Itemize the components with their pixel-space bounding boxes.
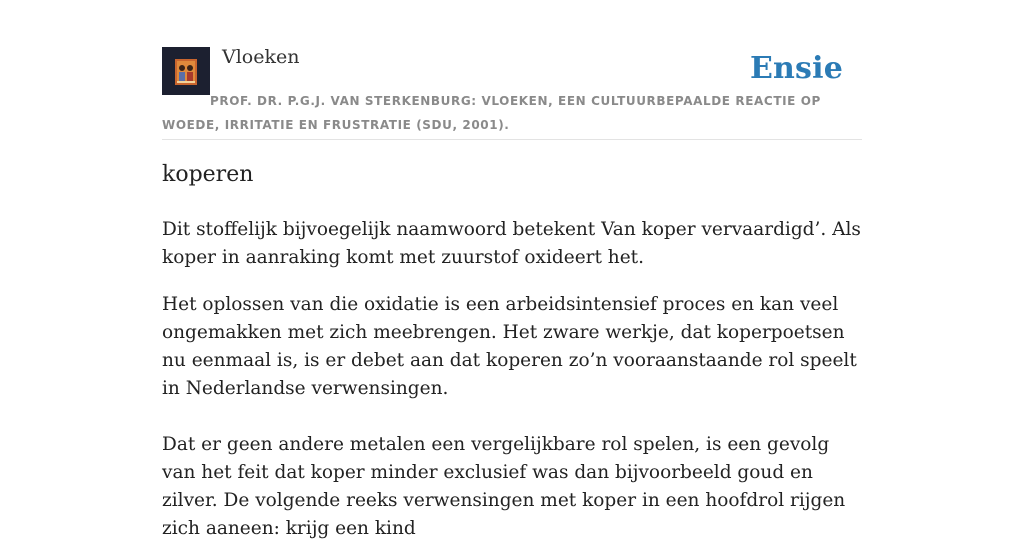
source-subtitle: PROF. DR. P.G.J. VAN STERKENBURG: VLOEKEN, EEN CULTUURBEPAALDE REACTIE OP WOEDE, IRRITATIE EN FRUSTRATIE (SDU, 2001).	[162, 94, 821, 132]
page	[162, 0, 862, 539]
article-paragraph: Dit stoffelijk bijvoegelijk naamwoord betekent Van koper vervaardigd’. Als koper in aanraking komt met zuurstof oxideert het.	[162, 219, 861, 268]
blog-title[interactable]: Vloeken	[222, 46, 300, 68]
article-title: koperen	[162, 162, 254, 187]
book-cover-avatar-icon[interactable]	[162, 47, 210, 95]
avatar-image	[162, 47, 210, 95]
brand-logo[interactable]: Ensie	[749, 51, 843, 86]
article-paragraph: Het oplossen van die oxidatie is een arbeidsintensief proces en kan veel ongemakken met zich meebrengen. Het zware werkje, dat koperpoetsen nu eenmaal is, is er debet aan dat koperen zo’n vooraanstaande rol speelt in Nederlandse verwensingen.	[162, 294, 857, 399]
header	[162, 0, 862, 140]
article-paragraph: Dat er geen andere metalen een vergelijkbare rol spelen, is een gevolg van het feit dat koper minder exclusief was dan bijvoorbeeld goud en zilver. De volgende reeks verwensingen met koper in een hoofdrol rijgen zich aaneen: krijg een kind	[162, 434, 846, 539]
